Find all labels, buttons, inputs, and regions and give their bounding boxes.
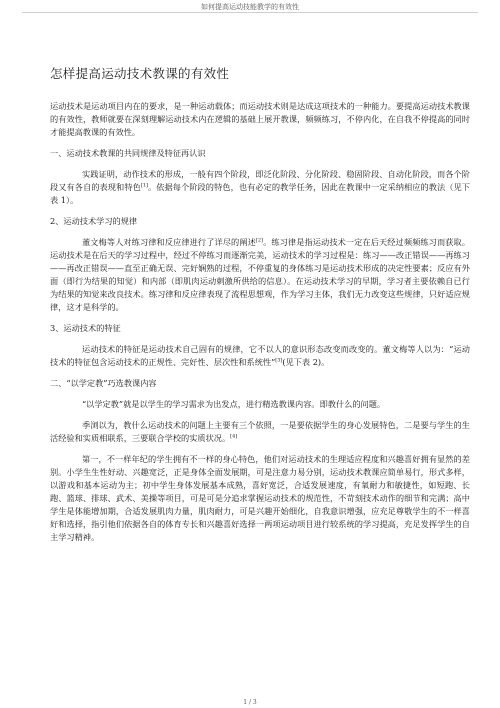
citation-2: [2] <box>255 237 263 244</box>
section4-paragraph-2 <box>50 419 470 445</box>
citation-4: [4] <box>230 433 238 440</box>
section3-heading: 3、运动技术的特征 <box>50 323 121 333</box>
section2-text-b: 。练习律是指运动技术一定在后天经过频频练习而获取。运动技术是在后天的学习过程中，经过不停练习而逐渐完美，运动技术的学习过程是：练习——改正错误——再练习——再改正错误——直至正确无误、完好娴熟的过程，不停重复的身体练习是运动技术形成的决定性要素；反应有外面（即行为结果的知觉）和内部（即肌肉运动刺激所供给的信息）。在运动技术学习的早期，学习者主要依赖自已行为结果的知觉来改良技术。练习律和反应律表现了流程思想观，作为学习主体，我们无力改变这些规律，只好适应规律，这才是科学的。 <box>50 237 470 312</box>
section1-text: 实践证明，动作技术的形成，一般有四个阶段，即泛化阶段、分化阶段、稳固阶段、自动化阶段，而各个阶段又有各自的表现和特色 <box>50 169 470 192</box>
section3-text-a: 运动技术的特征是运动技术自己固有的规律，它不以人的意识形态改变而改变的。董文梅等人以为：“运动技术的特征包含运动技术的正规性、完好性、层次性和系统性” <box>50 344 470 367</box>
document-title: 怎样提高运动技术教课的有效性 <box>50 66 230 81</box>
section4-paragraph-1: “以学定教”就是以学生的学习需求为出发点，进行精选教课内容。即教什么的问题。 <box>82 399 386 409</box>
section2-heading: 2、运动技术学习的规律 <box>50 216 138 226</box>
section4-heading: 二、“以学定教”巧选教课内容 <box>50 378 157 388</box>
section1-heading: 一、运动技术教课的共同规律及特征再认识 <box>50 148 206 158</box>
header-rule <box>22 12 478 13</box>
section1-text-tail: 。依据每个阶段的特色，也有必定的教学任务，因此在教课中一定采纳相应的教法（见下表 1）。 <box>50 182 470 205</box>
citation-1: [1] <box>140 182 148 189</box>
section1-paragraph <box>50 168 470 207</box>
citation-3: [3] <box>275 357 283 364</box>
intro-paragraph: 运动技术是运动项目内在的要求，是一种运动载体；而运动技术则是达成这项技术的一种能力。要提高运动技术教课的有效性，教师就要在深刻理解运动技术内在逻辑的基础上展开教课，频频练习，不停内化，在自我不停提高的同时才能提高教课的有效性。 <box>50 101 470 137</box>
page-number: 1 / 3 <box>243 699 257 706</box>
document-body <box>50 66 470 552</box>
section4-paragraph-3: 第一，不一样年纪的学生拥有不一样的身心特色，他们对运动技术的生理适应程度和兴趣喜好拥有显然的差别。小学生生性好动、兴趣宽泛，正是身体全面发展期，可是注意力易分别，运动技术教课应简单易行，形式多样，以游戏和基本运动为主；初中学生身体发展基本成熟，喜好宽泛，合适发展速度，有氧耐力和敏捷性，如短跑、长跑、篮球、排球、武术、美操等项目，可是可是分追求掌握运动技术的规范性，不苛刻技术动作的细节和完满；高中学生是体能增加期，合适发展肌肉力量，肌肉耐力，可是兴趣开始细化，自我意识增强，应充足尊敬学生的不一样喜好和选择，指引他们依据各自的体育专长和兴趣喜好选择一两项运动项目进行较系统的学习提高，充足发挥学生的自主学习精神。 <box>50 454 470 542</box>
section3-paragraph <box>50 343 470 369</box>
section4-text-2: 季浏以为，教什么运动技术的问题上主要有三个依照，一是要依据学生的身心发展特色，二是要与学生的生活经验和实质相联系，三要联合学校的实质状况。 <box>50 420 470 443</box>
section2-paragraph <box>50 236 470 314</box>
section3-text-b: (见下表 2)。 <box>282 357 330 367</box>
running-header: 如何提高运动技能教学的有效性 <box>201 3 299 11</box>
section2-text-a: 董文梅等人对练习律和反应律进行了详尽的阐述 <box>82 237 256 247</box>
